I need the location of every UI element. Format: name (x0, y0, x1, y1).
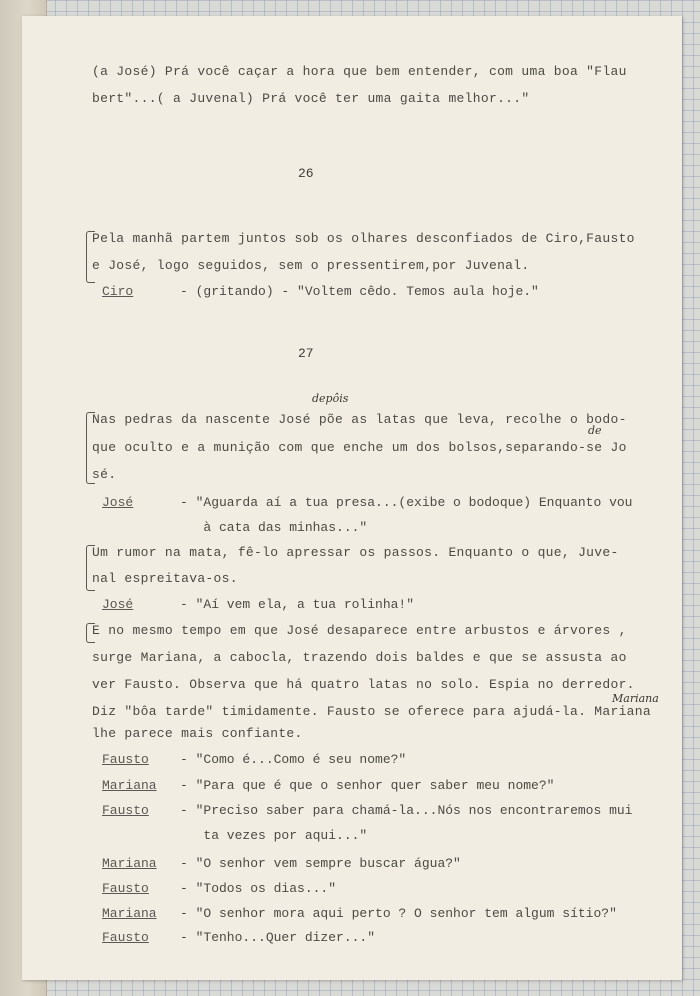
speech-line: - "Aguarda aí a tua presa...(exibe o bodoque) Enquanto vou (180, 495, 633, 510)
speaker-name: Fausto (102, 881, 149, 896)
handwritten-annotation: de (588, 424, 602, 437)
speaker-name: José (102, 495, 134, 510)
speech-line: - (gritando) - "Voltem cêdo. Temos aula hoje." (180, 284, 539, 299)
speaker-name: Fausto (102, 803, 149, 818)
scene-number: 26 (298, 166, 314, 181)
speaker-name: Mariana (102, 906, 157, 921)
speaker-name: Fausto (102, 930, 149, 945)
speech-line: - "Tenho...Quer dizer..." (180, 930, 376, 945)
speaker-name: Mariana (102, 856, 157, 871)
speech-line: - "Para que é que o senhor quer saber meu nome?" (180, 778, 555, 793)
text-line: sé. (92, 467, 117, 482)
scene-number: 27 (298, 346, 314, 361)
speaker-name: Fausto (102, 752, 149, 767)
text-line: nal espreitava-os. (92, 571, 238, 586)
speech-line: - "Como é...Como é seu nome?" (180, 752, 407, 767)
handwritten-annotation: depôis (312, 392, 349, 405)
text-line: Nas pedras da nascente José põe as latas que leva, recolhe o bodo- (92, 412, 627, 427)
handwritten-annotation: Mariana (612, 692, 659, 705)
text-line: surge Mariana, a cabocla, trazendo dois baldes e que se assusta ao (92, 650, 627, 665)
speaker-name: José (102, 597, 134, 612)
text-line: e José, logo seguidos, sem o pressentirem,por Juvenal. (92, 258, 530, 273)
text-line: lhe parece mais confiante. (92, 726, 303, 741)
speech-line: - "Preciso saber para chamá-la...Nós nos encontraremos mui (180, 803, 633, 818)
text-line: Um rumor na mata, fê-lo apressar os passos. Enquanto o que, Juve- (92, 545, 619, 560)
speech-line: ta vezes por aqui..." (180, 828, 368, 843)
speech-line: - "Aí vem ela, a tua rolinha!" (180, 597, 415, 612)
text-line: que oculto e a munição com que enche um dos bolsos,separando-se Jo (92, 440, 627, 455)
text-line: Pela manhã partem juntos sob os olhares desconfiados de Ciro,Fausto (92, 231, 635, 246)
text-line: bert"...( a Juvenal) Prá você ter uma gaita melhor..." (92, 91, 530, 106)
text-line: (a José) Prá você caçar a hora que bem entender, com uma boa "Flau (92, 64, 627, 79)
speech-line: à cata das minhas..." (180, 520, 368, 535)
speaker-name: Ciro (102, 284, 134, 299)
speaker-name: Mariana (102, 778, 157, 793)
text-line: ver Fausto. Observa que há quatro latas no solo. Espia no derredor. (92, 677, 635, 692)
text-line: E no mesmo tempo em que José desaparece entre arbustos e árvores , (92, 623, 627, 638)
text-line: Diz "bôa tarde" timidamente. Fausto se oferece para ajudá-la. Mariana (92, 704, 651, 719)
typewritten-page (22, 16, 682, 980)
speech-line: - "O senhor mora aqui perto ? O senhor tem algum sítio?" (180, 906, 617, 921)
speech-line: - "Todos os dias..." (180, 881, 337, 896)
speech-line: - "O senhor vem sempre buscar água?" (180, 856, 461, 871)
